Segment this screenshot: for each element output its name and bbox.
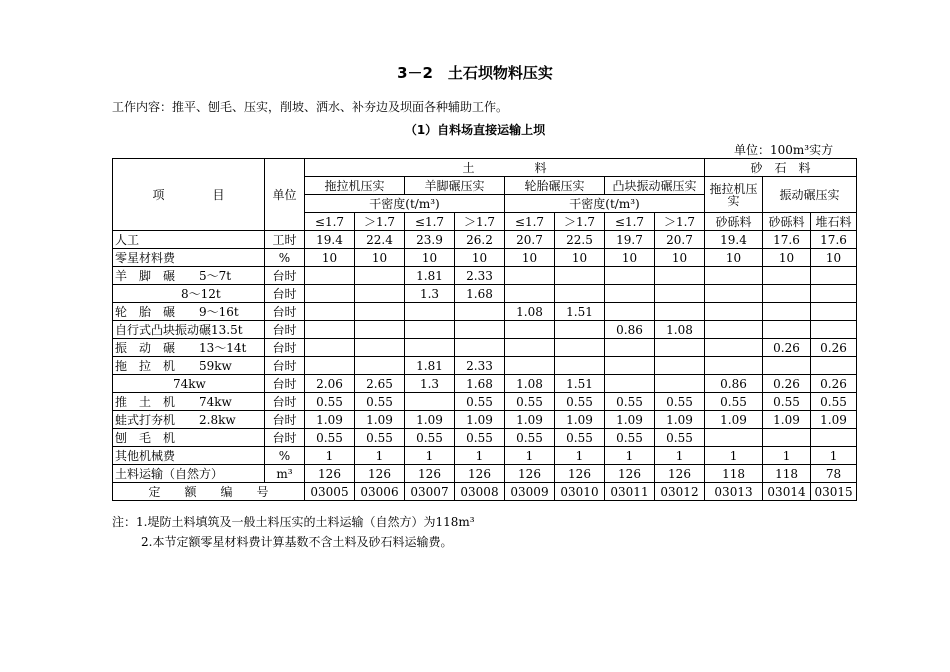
row-item: 振 动 碾 13～14t [113, 339, 265, 357]
unit-label: 单位：100m³实方 [734, 143, 834, 157]
value-cell: 126 [655, 465, 705, 483]
value-cell [811, 429, 857, 447]
subcolumn-header: ≤1.7 [405, 213, 455, 231]
value-cell [811, 357, 857, 375]
value-cell [605, 375, 655, 393]
value-cell [305, 267, 355, 285]
value-cell: 0.86 [705, 375, 763, 393]
row-item: 74kw [113, 375, 265, 393]
quota-code: 03015 [811, 483, 857, 501]
subcolumn-header: ＞1.7 [455, 213, 505, 231]
value-cell: 1 [355, 447, 405, 465]
value-cell [305, 303, 355, 321]
value-cell: 1.68 [455, 375, 505, 393]
value-cell: 1.81 [405, 267, 455, 285]
value-cell: 0.55 [455, 429, 505, 447]
value-cell: 0.55 [655, 393, 705, 411]
table-row [113, 231, 857, 249]
table-row [113, 447, 857, 465]
value-cell: 1.08 [505, 303, 555, 321]
value-cell: 0.55 [305, 429, 355, 447]
value-cell: 1.08 [655, 321, 705, 339]
page-title: 3－2 土石坝物料压实 [397, 64, 553, 82]
row-unit: 台时 [265, 285, 305, 303]
value-cell [455, 339, 505, 357]
value-cell [605, 357, 655, 375]
section-subtitle: （1）自料场直接运输上坝 [404, 123, 546, 137]
value-cell: 126 [455, 465, 505, 483]
value-cell: 19.7 [605, 231, 655, 249]
row-item: 土料运输（自然方） [113, 465, 265, 483]
table-row [113, 267, 857, 285]
value-cell: 1.3 [405, 285, 455, 303]
value-cell: 1.81 [405, 357, 455, 375]
subcolumn-header: ≤1.7 [605, 213, 655, 231]
row-unit: 台时 [265, 321, 305, 339]
value-cell: 0.55 [763, 393, 811, 411]
value-cell [555, 285, 605, 303]
row-unit: 台时 [265, 375, 305, 393]
quota-code: 03006 [355, 483, 405, 501]
row-unit: % [265, 447, 305, 465]
header-item: 项 目 [113, 159, 265, 231]
value-cell: 1.09 [705, 411, 763, 429]
value-cell [705, 429, 763, 447]
subcolumn-header: ＞1.7 [355, 213, 405, 231]
value-cell: 0.26 [763, 375, 811, 393]
value-cell: 1 [405, 447, 455, 465]
value-cell [555, 357, 605, 375]
value-cell: 1 [505, 447, 555, 465]
value-cell [405, 303, 455, 321]
value-cell: 10 [505, 249, 555, 267]
value-cell [763, 357, 811, 375]
value-cell: 118 [763, 465, 811, 483]
value-cell: 0.55 [305, 393, 355, 411]
value-cell: 126 [505, 465, 555, 483]
row-unit: % [265, 249, 305, 267]
value-cell: 1 [555, 447, 605, 465]
row-item: 拖 拉 机 59kw [113, 357, 265, 375]
value-cell [655, 375, 705, 393]
row-unit: 台时 [265, 357, 305, 375]
table-row [113, 393, 857, 411]
value-cell: 19.4 [305, 231, 355, 249]
value-cell: 0.55 [505, 429, 555, 447]
value-cell [355, 339, 405, 357]
value-cell: 19.4 [705, 231, 763, 249]
value-cell [355, 267, 405, 285]
value-cell [405, 321, 455, 339]
value-cell [355, 357, 405, 375]
value-cell [355, 285, 405, 303]
value-cell: 0.55 [555, 429, 605, 447]
value-cell: 26.2 [455, 231, 505, 249]
value-cell [655, 357, 705, 375]
quota-code: 03009 [505, 483, 555, 501]
table-row [113, 411, 857, 429]
value-cell [305, 357, 355, 375]
quota-code: 03005 [305, 483, 355, 501]
value-cell: 1.09 [811, 411, 857, 429]
value-cell: 1 [655, 447, 705, 465]
row-item: 刨 毛 机 [113, 429, 265, 447]
value-cell: 0.86 [605, 321, 655, 339]
value-cell: 2.06 [305, 375, 355, 393]
value-cell: 1.08 [505, 375, 555, 393]
value-cell [705, 357, 763, 375]
value-cell [763, 267, 811, 285]
subcolumn-header: ＞1.7 [655, 213, 705, 231]
value-cell: 1.09 [555, 411, 605, 429]
value-cell: 1 [305, 447, 355, 465]
value-cell [355, 303, 405, 321]
row-item: 零星材料费 [113, 249, 265, 267]
subcolumn-header: 堆石料 [811, 213, 857, 231]
value-cell [705, 267, 763, 285]
value-cell [605, 303, 655, 321]
value-cell: 1 [705, 447, 763, 465]
value-cell [505, 285, 555, 303]
value-cell: 118 [705, 465, 763, 483]
value-cell: 126 [355, 465, 405, 483]
value-cell [505, 357, 555, 375]
value-cell: 0.55 [355, 429, 405, 447]
notes [112, 512, 475, 552]
row-unit: 工时 [265, 231, 305, 249]
value-cell: 1.09 [763, 411, 811, 429]
value-cell [655, 303, 705, 321]
row-item: 羊 脚 碾 5～7t [113, 267, 265, 285]
value-cell: 22.5 [555, 231, 605, 249]
value-cell: 1 [811, 447, 857, 465]
value-cell [705, 285, 763, 303]
value-cell [555, 267, 605, 285]
header-tire-roller: 轮胎碾压实 [505, 177, 605, 195]
quota-code: 03008 [455, 483, 505, 501]
value-cell: 1.3 [405, 375, 455, 393]
value-cell: 0.55 [605, 429, 655, 447]
header-tractor: 拖拉机压实 [305, 177, 405, 195]
header-unit: 单位 [265, 159, 305, 231]
note-1: 注：1.堤防土料填筑及一般土料压实的土料运输（自然方）为118m³ [112, 515, 475, 529]
value-cell [505, 321, 555, 339]
header-density-2: 干密度(t/m³) [505, 195, 705, 213]
value-cell: 10 [405, 249, 455, 267]
value-cell [811, 303, 857, 321]
value-cell: 126 [605, 465, 655, 483]
row-unit: 台时 [265, 393, 305, 411]
value-cell: 1.09 [455, 411, 505, 429]
row-unit: 台时 [265, 267, 305, 285]
value-cell [705, 321, 763, 339]
subcolumn-header: 砂砾料 [705, 213, 763, 231]
table-row [113, 465, 857, 483]
header-soil: 土 料 [305, 159, 705, 177]
quota-code: 03013 [705, 483, 763, 501]
row-unit: 台时 [265, 411, 305, 429]
value-cell [305, 321, 355, 339]
value-cell: 10 [555, 249, 605, 267]
subcolumn-header: 砂砾料 [763, 213, 811, 231]
value-cell [763, 285, 811, 303]
value-cell: 0.26 [763, 339, 811, 357]
row-item: 蛙式打夯机 2.8kw [113, 411, 265, 429]
value-cell: 10 [455, 249, 505, 267]
value-cell: 0.26 [811, 339, 857, 357]
value-cell [763, 303, 811, 321]
quota-table [112, 158, 857, 501]
row-item: 推 土 机 74kw [113, 393, 265, 411]
quota-code: 03007 [405, 483, 455, 501]
code-row [113, 483, 857, 501]
work-content: 工作内容：推平、刨毛、压实，削坡、洒水、补夯边及坝面各种辅助工作。 [112, 100, 509, 114]
value-cell: 0.55 [555, 393, 605, 411]
value-cell [355, 321, 405, 339]
row-item: 轮 胎 碾 9～16t [113, 303, 265, 321]
row-unit: 台时 [265, 339, 305, 357]
value-cell: 10 [305, 249, 355, 267]
table-row [113, 249, 857, 267]
value-cell: 20.7 [655, 231, 705, 249]
value-cell [811, 267, 857, 285]
value-cell [455, 321, 505, 339]
subcolumn-header: ≤1.7 [305, 213, 355, 231]
value-cell [605, 285, 655, 303]
value-cell [655, 267, 705, 285]
subcolumn-header: ≤1.7 [505, 213, 555, 231]
value-cell: 22.4 [355, 231, 405, 249]
value-cell: 1 [605, 447, 655, 465]
value-cell: 23.9 [405, 231, 455, 249]
value-cell [605, 267, 655, 285]
header-gravel-tractor: 拖拉机压实 [705, 177, 763, 213]
value-cell: 10 [811, 249, 857, 267]
value-cell: 1.09 [355, 411, 405, 429]
value-cell: 0.55 [705, 393, 763, 411]
value-cell [505, 267, 555, 285]
value-cell [811, 321, 857, 339]
table-row [113, 285, 857, 303]
quota-code: 03011 [605, 483, 655, 501]
table-row [113, 321, 857, 339]
value-cell [305, 339, 355, 357]
quota-code: 03014 [763, 483, 811, 501]
header-vibro-roller: 凸块振动碾压实 [605, 177, 705, 195]
value-cell: 1.51 [555, 375, 605, 393]
value-cell [705, 339, 763, 357]
value-cell: 1.68 [455, 285, 505, 303]
value-cell: 0.55 [655, 429, 705, 447]
value-cell: 0.55 [355, 393, 405, 411]
value-cell: 2.33 [455, 267, 505, 285]
value-cell [305, 285, 355, 303]
value-cell: 0.55 [455, 393, 505, 411]
value-cell: 1 [763, 447, 811, 465]
value-cell: 20.7 [505, 231, 555, 249]
value-cell: 0.55 [505, 393, 555, 411]
value-cell [405, 393, 455, 411]
value-cell: 2.65 [355, 375, 405, 393]
value-cell [555, 339, 605, 357]
value-cell: 17.6 [811, 231, 857, 249]
value-cell [555, 321, 605, 339]
value-cell: 1.09 [505, 411, 555, 429]
value-cell: 0.55 [811, 393, 857, 411]
value-cell: 126 [405, 465, 455, 483]
value-cell [605, 339, 655, 357]
value-cell [811, 285, 857, 303]
value-cell: 126 [555, 465, 605, 483]
value-cell [455, 303, 505, 321]
value-cell: 10 [655, 249, 705, 267]
value-cell: 10 [705, 249, 763, 267]
value-cell [763, 321, 811, 339]
value-cell: 0.55 [605, 393, 655, 411]
value-cell: 1.51 [555, 303, 605, 321]
header-sheepsfoot: 羊脚碾压实 [405, 177, 505, 195]
row-unit: m³ [265, 465, 305, 483]
quota-code: 03012 [655, 483, 705, 501]
value-cell: 0.55 [405, 429, 455, 447]
row-unit: 台时 [265, 429, 305, 447]
row-item: 自行式凸块振动碾13.5t [113, 321, 265, 339]
value-cell [405, 339, 455, 357]
value-cell: 0.26 [811, 375, 857, 393]
value-cell [505, 339, 555, 357]
value-cell: 78 [811, 465, 857, 483]
row-unit: 台时 [265, 303, 305, 321]
table-row [113, 339, 857, 357]
header-gravel: 砂 石 料 [705, 159, 857, 177]
value-cell [655, 339, 705, 357]
table-row [113, 429, 857, 447]
row-item: 人工 [113, 231, 265, 249]
header-gravel-vibro: 振动碾压实 [763, 177, 857, 213]
row-item: 8～12t [113, 285, 265, 303]
note-2: 2.本节定额零星材料费计算基数不含土料及砂石料运输费。 [141, 535, 453, 549]
value-cell: 17.6 [763, 231, 811, 249]
subcolumn-header: ＞1.7 [555, 213, 605, 231]
value-cell: 1 [455, 447, 505, 465]
value-cell: 2.33 [455, 357, 505, 375]
value-cell: 1.09 [605, 411, 655, 429]
header-row-1 [113, 159, 857, 177]
quota-code: 03010 [555, 483, 605, 501]
value-cell [763, 429, 811, 447]
header-density-1: 干密度(t/m³) [305, 195, 505, 213]
row-item: 其他机械费 [113, 447, 265, 465]
value-cell: 10 [763, 249, 811, 267]
value-cell: 1.09 [405, 411, 455, 429]
value-cell: 1.09 [655, 411, 705, 429]
value-cell [705, 303, 763, 321]
value-cell [655, 285, 705, 303]
table-row [113, 357, 857, 375]
value-cell: 10 [605, 249, 655, 267]
value-cell: 10 [355, 249, 405, 267]
code-label: 定 额 编 号 [113, 483, 305, 501]
table-row [113, 303, 857, 321]
table-row [113, 375, 857, 393]
value-cell: 126 [305, 465, 355, 483]
value-cell: 1.09 [305, 411, 355, 429]
